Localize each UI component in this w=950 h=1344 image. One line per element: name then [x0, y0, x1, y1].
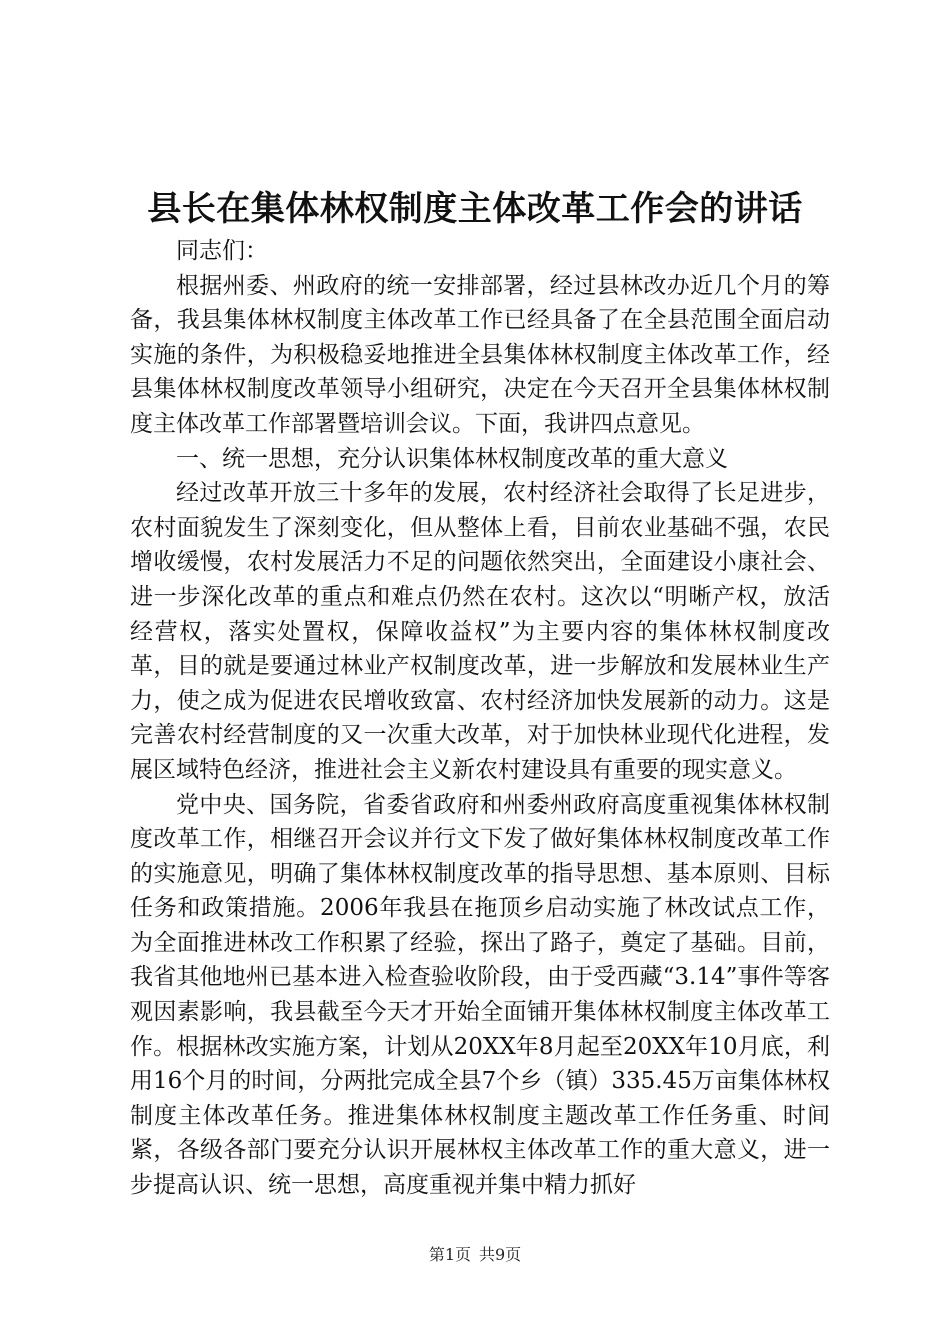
document-title: 县长在集体林权制度主体改革工作会的讲话 [147, 189, 803, 229]
section-heading: 一、统一思想，充分认识集体林权制度改革的重大意义 [176, 445, 728, 472]
paragraph: 根据州委、州政府的统一安排部署，经过县林改办近几个月的筹备，我县集体林权制度主体改革工作已经具备了在全县范围全面启动实施的条件，为积极稳妥地推进全县集体林权制度主体改革工作，经县集体林权制度改革领导小组研究，决定在今天召开全县集体林权制度主体改革工作部署暨培训会议。下面，我讲四点意见。 [130, 272, 830, 437]
page-number: 第1页 [428, 1245, 471, 1264]
page-total: 共9页 [479, 1245, 522, 1264]
page-footer [0, 1244, 950, 1266]
document-body [130, 234, 830, 1203]
paragraph: 经过改革开放三十多年的发展，农村经济社会取得了长足进步，农村面貌发生了深刻变化，但从整体上看，目前农业基础不强，农民增收缓慢，农村发展活力不足的问题依然突出，全面建设小康社会、进一步深化改革的重点和难点仍然在农村。这次以“明晰产权，放活经营权，落实处置权，保障收益权”为主要内容的集体林权制度改革，目的就是要通过林业产权制度改革，进一步解放和发展林业生产力，使之成为促进农民增收致富、农村经济加快发展新的动力。这是完善农村经营制度的又一次重大改革，对于加快林业现代化进程，发展区域特色经济，推进社会主义新农村建设具有重要的现实意义。 [130, 480, 830, 783]
salutation: 同志们： [176, 238, 268, 264]
paragraph: 党中央、国务院，省委省政府和州委州政府高度重视集体林权制度改革工作，相继召开会议并行文下发了做好集体林权制度改革工作的实施意见，明确了集体林权制度改革的指导思想、基本原则、目标任务和政策措施。2006年我县在拖顶乡启动实施了林改试点工作，为全面推进林改工作积累了经验，探出了路子，奠定了基础。目前，我省其他地州已基本进入检查验收阶段，由于受西藏“3.14”事件等客观因素影响，我县截至今天才开始全面铺开集体林权制度主体改革工作。根据林改实施方案，计划从20XX年8月起至20XX年10月底，利用16个月的时间，分两批完成全县7个乡（镇）335.45万亩集体林权制度主体改革任务。推进集体林权制度主题改革工作任务重、时间紧，各级各部门要充分认识开展林权主体改革工作的重大意义，进一步提高认识、统一思想，高度重视并集中精力抓好 [130, 791, 830, 1199]
